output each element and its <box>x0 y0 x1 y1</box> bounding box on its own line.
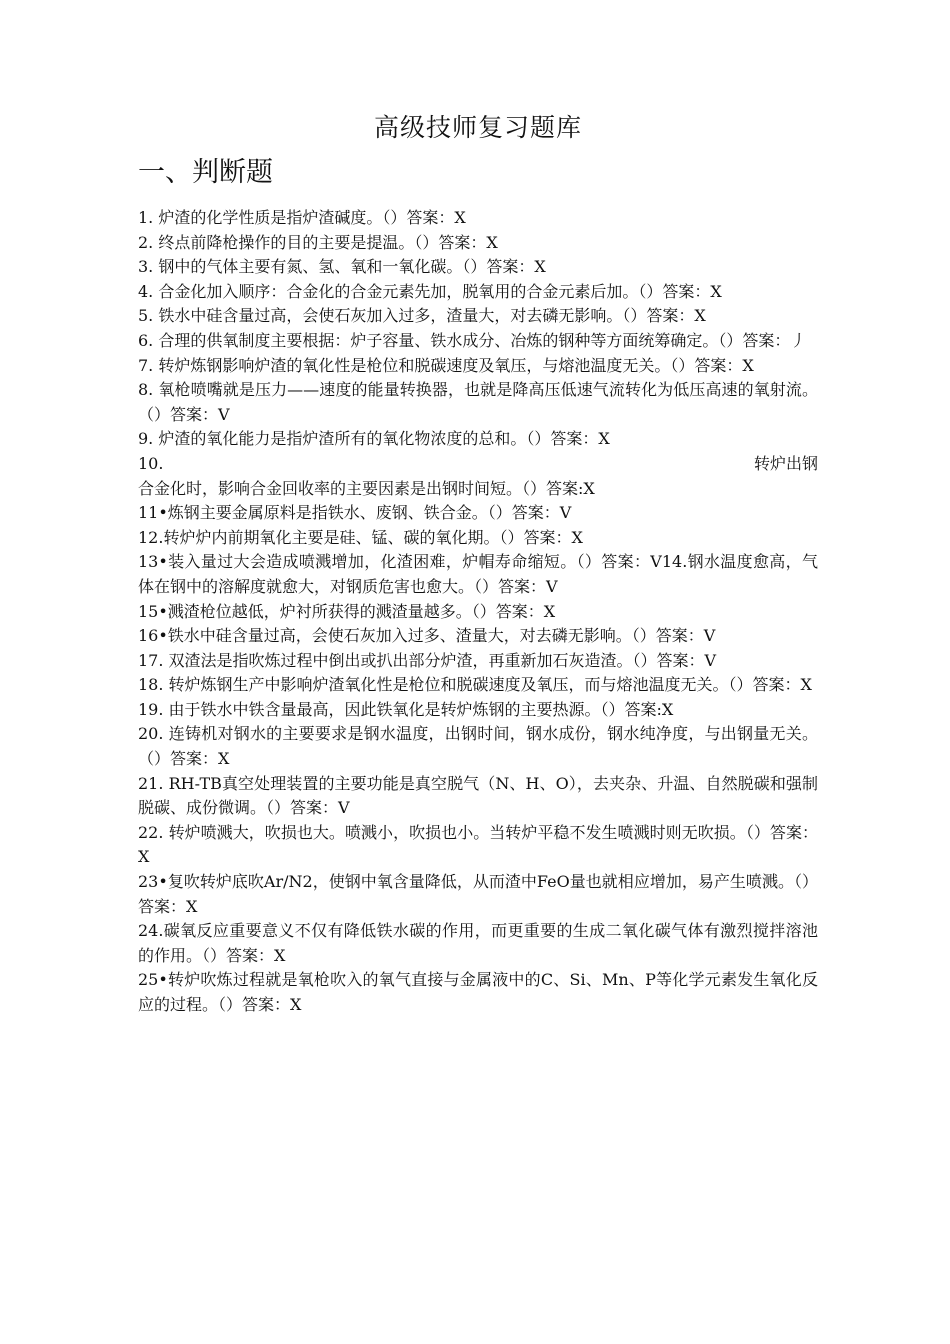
question-lead-text: 转炉出钢 <box>753 453 818 473</box>
question-item: 19. 由于铁水中铁含量最高，因此铁氧化是转炉炼钢的主要热源。（）答案:X <box>138 699 674 719</box>
question-item: 20. 连铸机对钢水的主要要求是钢水温度，出钢时间，钢水成份，钢水纯净度，与出钢量无关。（）答案：X <box>138 724 818 769</box>
question-number: 10. <box>138 453 164 473</box>
document-title: 高级技师复习题库 <box>373 113 582 142</box>
question-list <box>138 206 818 1018</box>
question-item: 25•转炉吹炼过程就是氧枪吹入的氧气直接与金属液中的C、Si、Mn、P等化学元素发生氧化反应的过程。（）答案：X <box>138 970 818 1014</box>
question-item: 9. 炉渣的氧化能力是指炉渣所有的氧化物浓度的总和。（）答案：X <box>138 429 610 449</box>
question-10-first-line <box>138 452 818 477</box>
question-item: 13•装入量过大会造成喷溅增加，化渣困难，炉帽寿命缩短。（）答案：V14.钢水温度愈高，气体在钢中的溶解度就愈大，对钢质危害也愈大。（）答案：V <box>138 552 818 596</box>
section-heading: 一、判断题 <box>138 157 273 188</box>
question-item: 3. 钢中的气体主要有氮、氢、氧和一氧化碳。（）答案：X <box>138 257 546 277</box>
question-item: 22. 转炉喷溅大，吹损也大。喷溅小，吹损也小。当转炉平稳不发生喷溅时则无吹损。（）答案：X <box>138 822 818 867</box>
question-item: 4. 合金化加入顺序：合金化的合金元素先加，脱氧用的合金元素后加。（）答案：X <box>138 281 722 301</box>
question-item: 5. 铁水中硅含量过高，会使石灰加入过多，渣量大，对去磷无影响。（）答案：X <box>138 306 706 326</box>
question-item: 21. RH-TB真空处理装置的主要功能是真空脱气（N、H、O），去夹杂、升温、自然脱碳和强制脱碳、成份微调。（）答案：V <box>138 773 818 818</box>
question-item: 16•铁水中硅含量过高，会使石灰加入过多、渣量大，对去磷无影响。（）答案：V <box>138 626 716 646</box>
document-page <box>138 108 818 1018</box>
question-item: 6. 合理的供氧制度主要根据：炉子容量、铁水成分、冶炼的钢种等方面统筹确定。（）答案：丿 <box>138 330 807 350</box>
question-item: 17. 双渣法是指吹炼过程中倒出或扒出部分炉渣，再重新加石灰造渣。（）答案：V <box>138 650 717 670</box>
question-item: 7. 转炉炼钢影响炉渣的氧化性是枪位和脱碳速度及氧压，与熔池温度无关。（）答案：X <box>138 355 754 375</box>
question-text: 合金化时，影响合金回收率的主要因素是出钢时间短。（）答案:X <box>138 478 595 498</box>
question-item: 2. 终点前降枪操作的目的主要是提温。（）答案：X <box>138 232 498 252</box>
question-item: 24.碳氧反应重要意义不仅有降低铁水碳的作用，而更重要的生成二氧化碳气体有激烈搅拌溶池的作用。（）答案：X <box>138 921 818 965</box>
question-item: 11•炼钢主要金属原料是指铁水、废钢、铁合金。（）答案：V <box>138 503 572 523</box>
question-item: 18. 转炉炼钢生产中影响炉渣氧化性是枪位和脱碳速度及氧压，而与熔池温度无关。（）答案：X <box>138 675 812 695</box>
question-item: 15•溅渣枪位越低，炉衬所获得的溅渣量越多。（）答案：X <box>138 601 556 621</box>
question-item: 23•复吹转炉底吹Ar/N2，使钢中氧含量降低，从而渣中FeO量也就相应增加，易产生喷溅。（）答案：X <box>138 872 818 916</box>
question-item <box>138 452 818 501</box>
question-item: 12.转炉炉内前期氧化主要是硅、锰、碳的氧化期。（）答案：X <box>138 527 583 547</box>
question-item: 1. 炉渣的化学性质是指炉渣碱度。（）答案：X <box>138 208 466 227</box>
question-item: 8. 氧枪喷嘴就是压力——速度的能量转换器，也就是降高压低速气流转化为低压高速的氧射流。（）答案：V <box>138 380 818 424</box>
